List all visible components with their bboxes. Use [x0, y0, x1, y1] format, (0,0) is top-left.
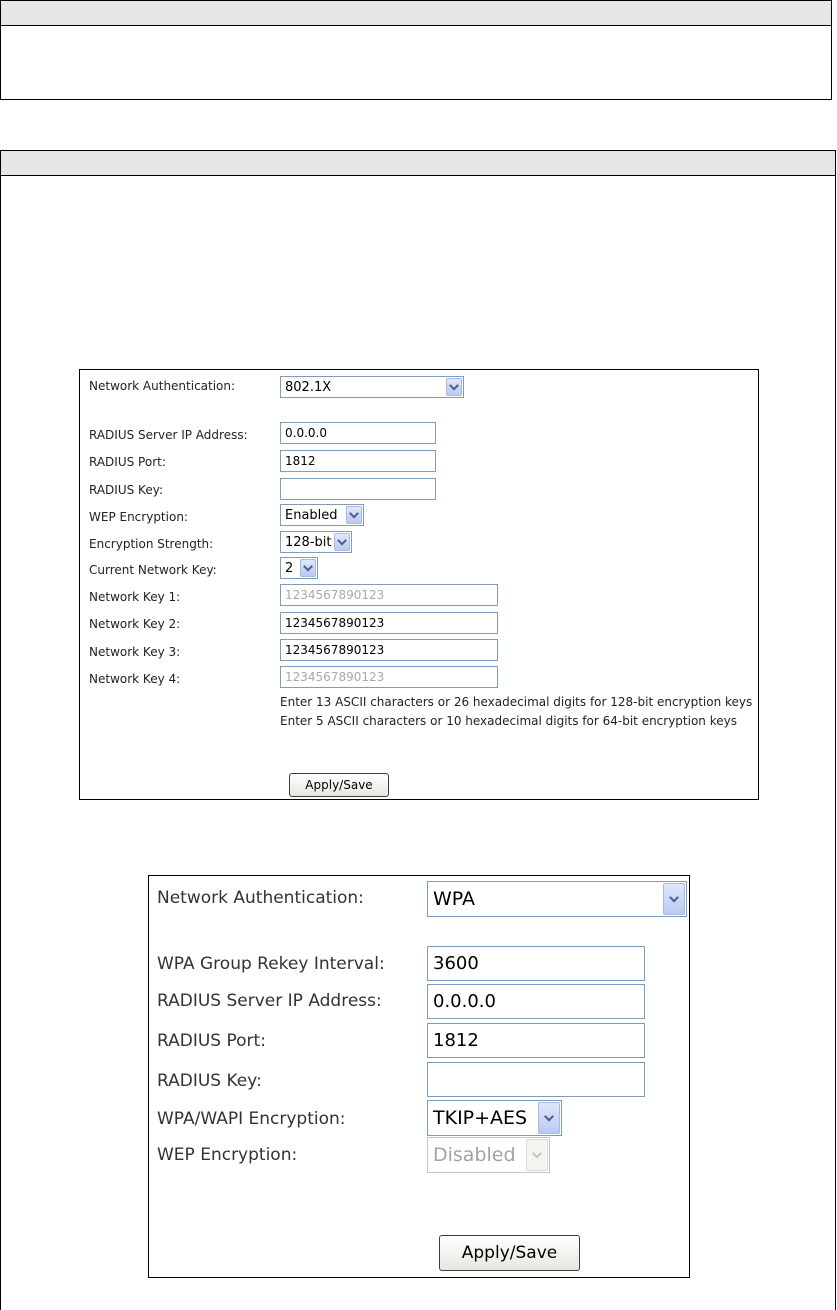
network-authentication-value: 802.1X [285, 380, 332, 395]
chevron-down-icon [334, 533, 350, 551]
network-authentication-label: Network Authentication: [89, 379, 236, 393]
chevron-down-icon [446, 378, 462, 396]
encryption-strength-select[interactable] [280, 531, 352, 553]
wep-encryption-label: WEP Encryption: [89, 510, 188, 524]
network-authentication-select[interactable] [280, 376, 464, 398]
table-header-row [1, 151, 835, 176]
network-key-3-label: Network Key 3: [89, 645, 181, 659]
radius-key-label: RADIUS Key: [157, 1071, 262, 1091]
radius-port-label: RADIUS Port: [89, 455, 166, 469]
network-key-4-input[interactable]: 1234567890123 [280, 666, 498, 688]
chevron-down-icon [346, 506, 362, 524]
wpa-group-rekey-input[interactable]: 3600 [427, 946, 645, 981]
encryption-strength-label: Encryption Strength: [89, 537, 214, 551]
document-table-top [0, 0, 832, 100]
hint-128bit: Enter 13 ASCII characters or 26 hexadecimal digits for 128-bit encryption keys [280, 695, 753, 709]
wep-encryption-label: WEP Encryption: [157, 1145, 298, 1165]
hint-64bit: Enter 5 ASCII characters or 10 hexadecimal digits for 64-bit encryption keys [280, 714, 737, 728]
radius-server-ip-label: RADIUS Server IP Address: [157, 991, 382, 1011]
wep-encryption-select [427, 1137, 550, 1173]
radius-server-ip-input[interactable]: 0.0.0.0 [280, 422, 436, 444]
network-authentication-select[interactable] [427, 881, 687, 917]
chevron-down-icon [300, 559, 316, 577]
wep-encryption-value: Enabled [285, 508, 338, 523]
network-authentication-value: WPA [433, 888, 476, 910]
wpa-wapi-encryption-select[interactable] [427, 1100, 562, 1136]
chevron-down-icon [538, 1102, 560, 1134]
apply-save-button[interactable]: Apply/Save [439, 1235, 580, 1271]
table-header-row [1, 1, 831, 26]
radius-server-ip-label: RADIUS Server IP Address: [89, 428, 248, 442]
network-key-1-label: Network Key 1: [89, 590, 181, 604]
current-network-key-label: Current Network Key: [89, 563, 217, 577]
wep-encryption-value: Disabled [433, 1144, 516, 1166]
network-key-4-label: Network Key 4: [89, 672, 181, 686]
radius-key-input[interactable] [280, 478, 436, 500]
current-network-key-value: 2 [285, 561, 294, 576]
network-authentication-label: Network Authentication: [157, 888, 364, 908]
chevron-down-icon [526, 1139, 548, 1171]
apply-save-button[interactable]: Apply/Save [289, 773, 389, 797]
radius-port-input[interactable]: 1812 [280, 450, 436, 472]
radius-key-label: RADIUS Key: [89, 483, 163, 497]
wep-encryption-select[interactable] [280, 504, 364, 526]
radius-server-ip-input[interactable]: 0.0.0.0 [427, 984, 645, 1019]
wpa-wapi-encryption-label: WPA/WAPI Encryption: [157, 1109, 346, 1129]
network-key-1-input[interactable]: 1234567890123 [280, 584, 498, 606]
screenshot-8021x-settings [79, 369, 759, 800]
radius-key-input[interactable] [427, 1062, 645, 1097]
chevron-down-icon [663, 883, 685, 915]
current-network-key-select[interactable] [280, 557, 318, 579]
network-key-2-input[interactable]: 1234567890123 [280, 612, 498, 634]
radius-port-input[interactable]: 1812 [427, 1023, 645, 1058]
encryption-strength-value: 128-bit [285, 535, 332, 550]
network-key-3-input[interactable]: 1234567890123 [280, 639, 498, 661]
wpa-wapi-encryption-value: TKIP+AES [433, 1107, 528, 1129]
radius-port-label: RADIUS Port: [157, 1031, 266, 1051]
network-key-2-label: Network Key 2: [89, 617, 181, 631]
screenshot-wpa-settings [148, 875, 690, 1278]
wpa-group-rekey-label: WPA Group Rekey Interval: [157, 954, 385, 974]
